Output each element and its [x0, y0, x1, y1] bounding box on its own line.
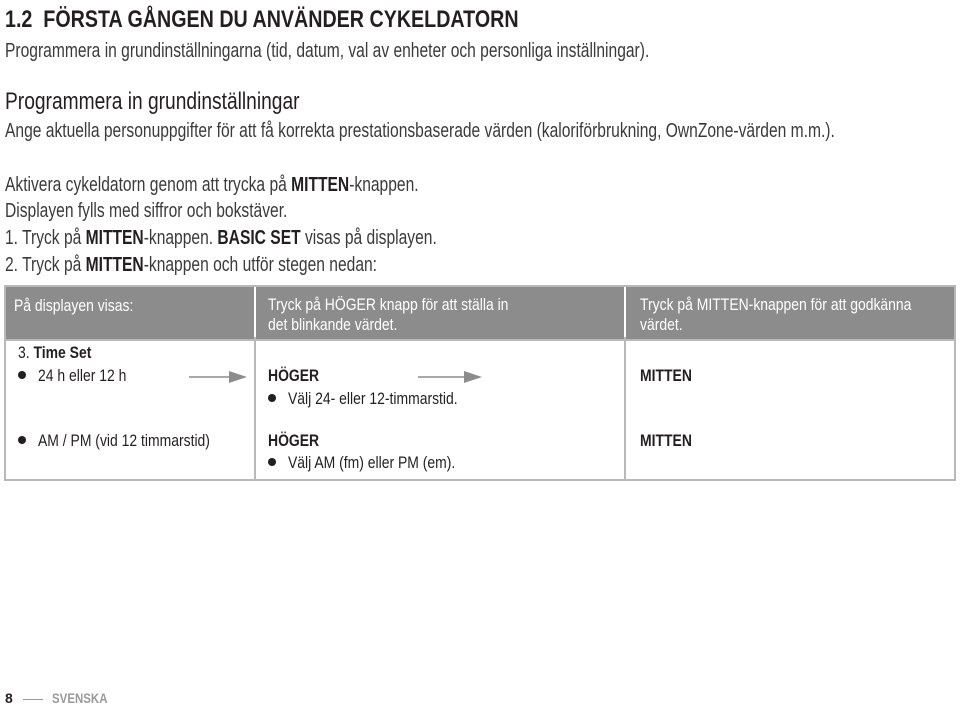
step-1-mid: -knappen. [143, 227, 218, 249]
section-number: 1.2 [5, 6, 33, 33]
bullet-icon [268, 394, 276, 402]
bullet-icon [268, 458, 276, 466]
row-2-confirm-text: MITTEN [640, 431, 692, 450]
page-footer [5, 690, 119, 706]
instruction-activate-button: MITTEN [291, 174, 350, 196]
instruction-display-text: Displayen fylls med siffror och bokstäver. [5, 200, 288, 222]
step-1-basic-set: BASIC SET [217, 227, 301, 249]
instruction-activate-post: -knappen. [349, 174, 419, 196]
table-row-2-display [18, 430, 248, 452]
step-2-button: MITTEN [85, 254, 144, 276]
arrow-right-icon [189, 370, 247, 384]
step-2-pre: 2. Tryck på [5, 254, 86, 276]
table-row-2-confirm [640, 430, 703, 452]
row-2-display-text: AM / PM (vid 12 timmarstid) [38, 431, 210, 450]
header-display-shows-text: På displayen visas: [14, 296, 134, 315]
column-divider [254, 337, 256, 479]
step-3-title: Time Set [33, 343, 92, 362]
arrow-right-icon [418, 370, 482, 384]
section-intro-text: Programmera in grundinställningarna (tid, datum, val av enheter och personliga inställningar). [5, 40, 650, 62]
table-row-1-button [268, 365, 330, 387]
row-1-detail-text: Välj 24- eller 12-timmarstid. [288, 389, 458, 408]
header-right-button [268, 295, 561, 335]
instruction-step-1 [5, 227, 559, 250]
instruction-activate-pre: Aktivera cykeldatorn genom att trycka på [5, 174, 292, 196]
header-middle-button-line1: Tryck på MITTEN-knappen för att godkänna [640, 295, 912, 314]
header-divider [254, 287, 256, 339]
step-1-button: MITTEN [85, 227, 144, 249]
settings-table [4, 285, 956, 481]
page-number: 8 [5, 690, 13, 706]
row-2-button-text: HÖGER [268, 431, 320, 450]
bullet-icon [18, 371, 26, 379]
header-right-button-line1: Tryck på HÖGER knapp för att ställa in [268, 295, 509, 314]
subsection-description-text: Ange aktuella personuppgifter för att få korrekta prestationsbaserade värden (kaloriförbrukning, OwnZone-värden m.m.). [5, 120, 835, 142]
footer-divider [23, 699, 43, 700]
step-3-label [18, 342, 107, 364]
table-row-1-detail [268, 388, 495, 410]
instruction-step-2 [5, 254, 482, 277]
table-row-1-display [18, 365, 146, 387]
column-divider [624, 337, 626, 479]
section-intro [5, 40, 831, 63]
table-row-1-confirm [640, 365, 703, 387]
instruction-display [5, 200, 367, 223]
step-1-post: visas på displayen. [300, 227, 437, 249]
header-right-button-line2: det blinkande värdet. [268, 315, 398, 334]
row-1-confirm-text: MITTEN [640, 366, 692, 385]
header-middle-button-line2: värdet. [640, 315, 683, 334]
header-middle-button [640, 295, 960, 335]
subsection-heading [5, 88, 373, 116]
header-divider [624, 287, 626, 339]
table-row-2-button [268, 430, 330, 452]
step-1-pre: 1. Tryck på [5, 227, 86, 249]
instruction-activate [5, 174, 535, 197]
row-1-display-text: 24 h eller 12 h [38, 366, 127, 385]
row-1-button-text: HÖGER [268, 366, 320, 385]
subsection-heading-text: Programmera in grundinställningar [5, 88, 300, 115]
footer-language-text: SVENSKA [51, 690, 108, 706]
table-row-2-detail [268, 452, 492, 474]
subsection-description [5, 120, 960, 143]
step-2-post: -knappen och utför stegen nedan: [143, 254, 378, 276]
section-title [5, 6, 631, 34]
step-3-number: 3. [18, 343, 34, 362]
section-title-text: FÖRSTA GÅNGEN DU ANVÄNDER CYKELDATORN [43, 6, 519, 33]
footer-language [52, 690, 120, 706]
header-display-shows [14, 296, 160, 316]
row-2-detail-text: Välj AM (fm) eller PM (em). [288, 453, 456, 472]
bullet-icon [18, 436, 26, 444]
